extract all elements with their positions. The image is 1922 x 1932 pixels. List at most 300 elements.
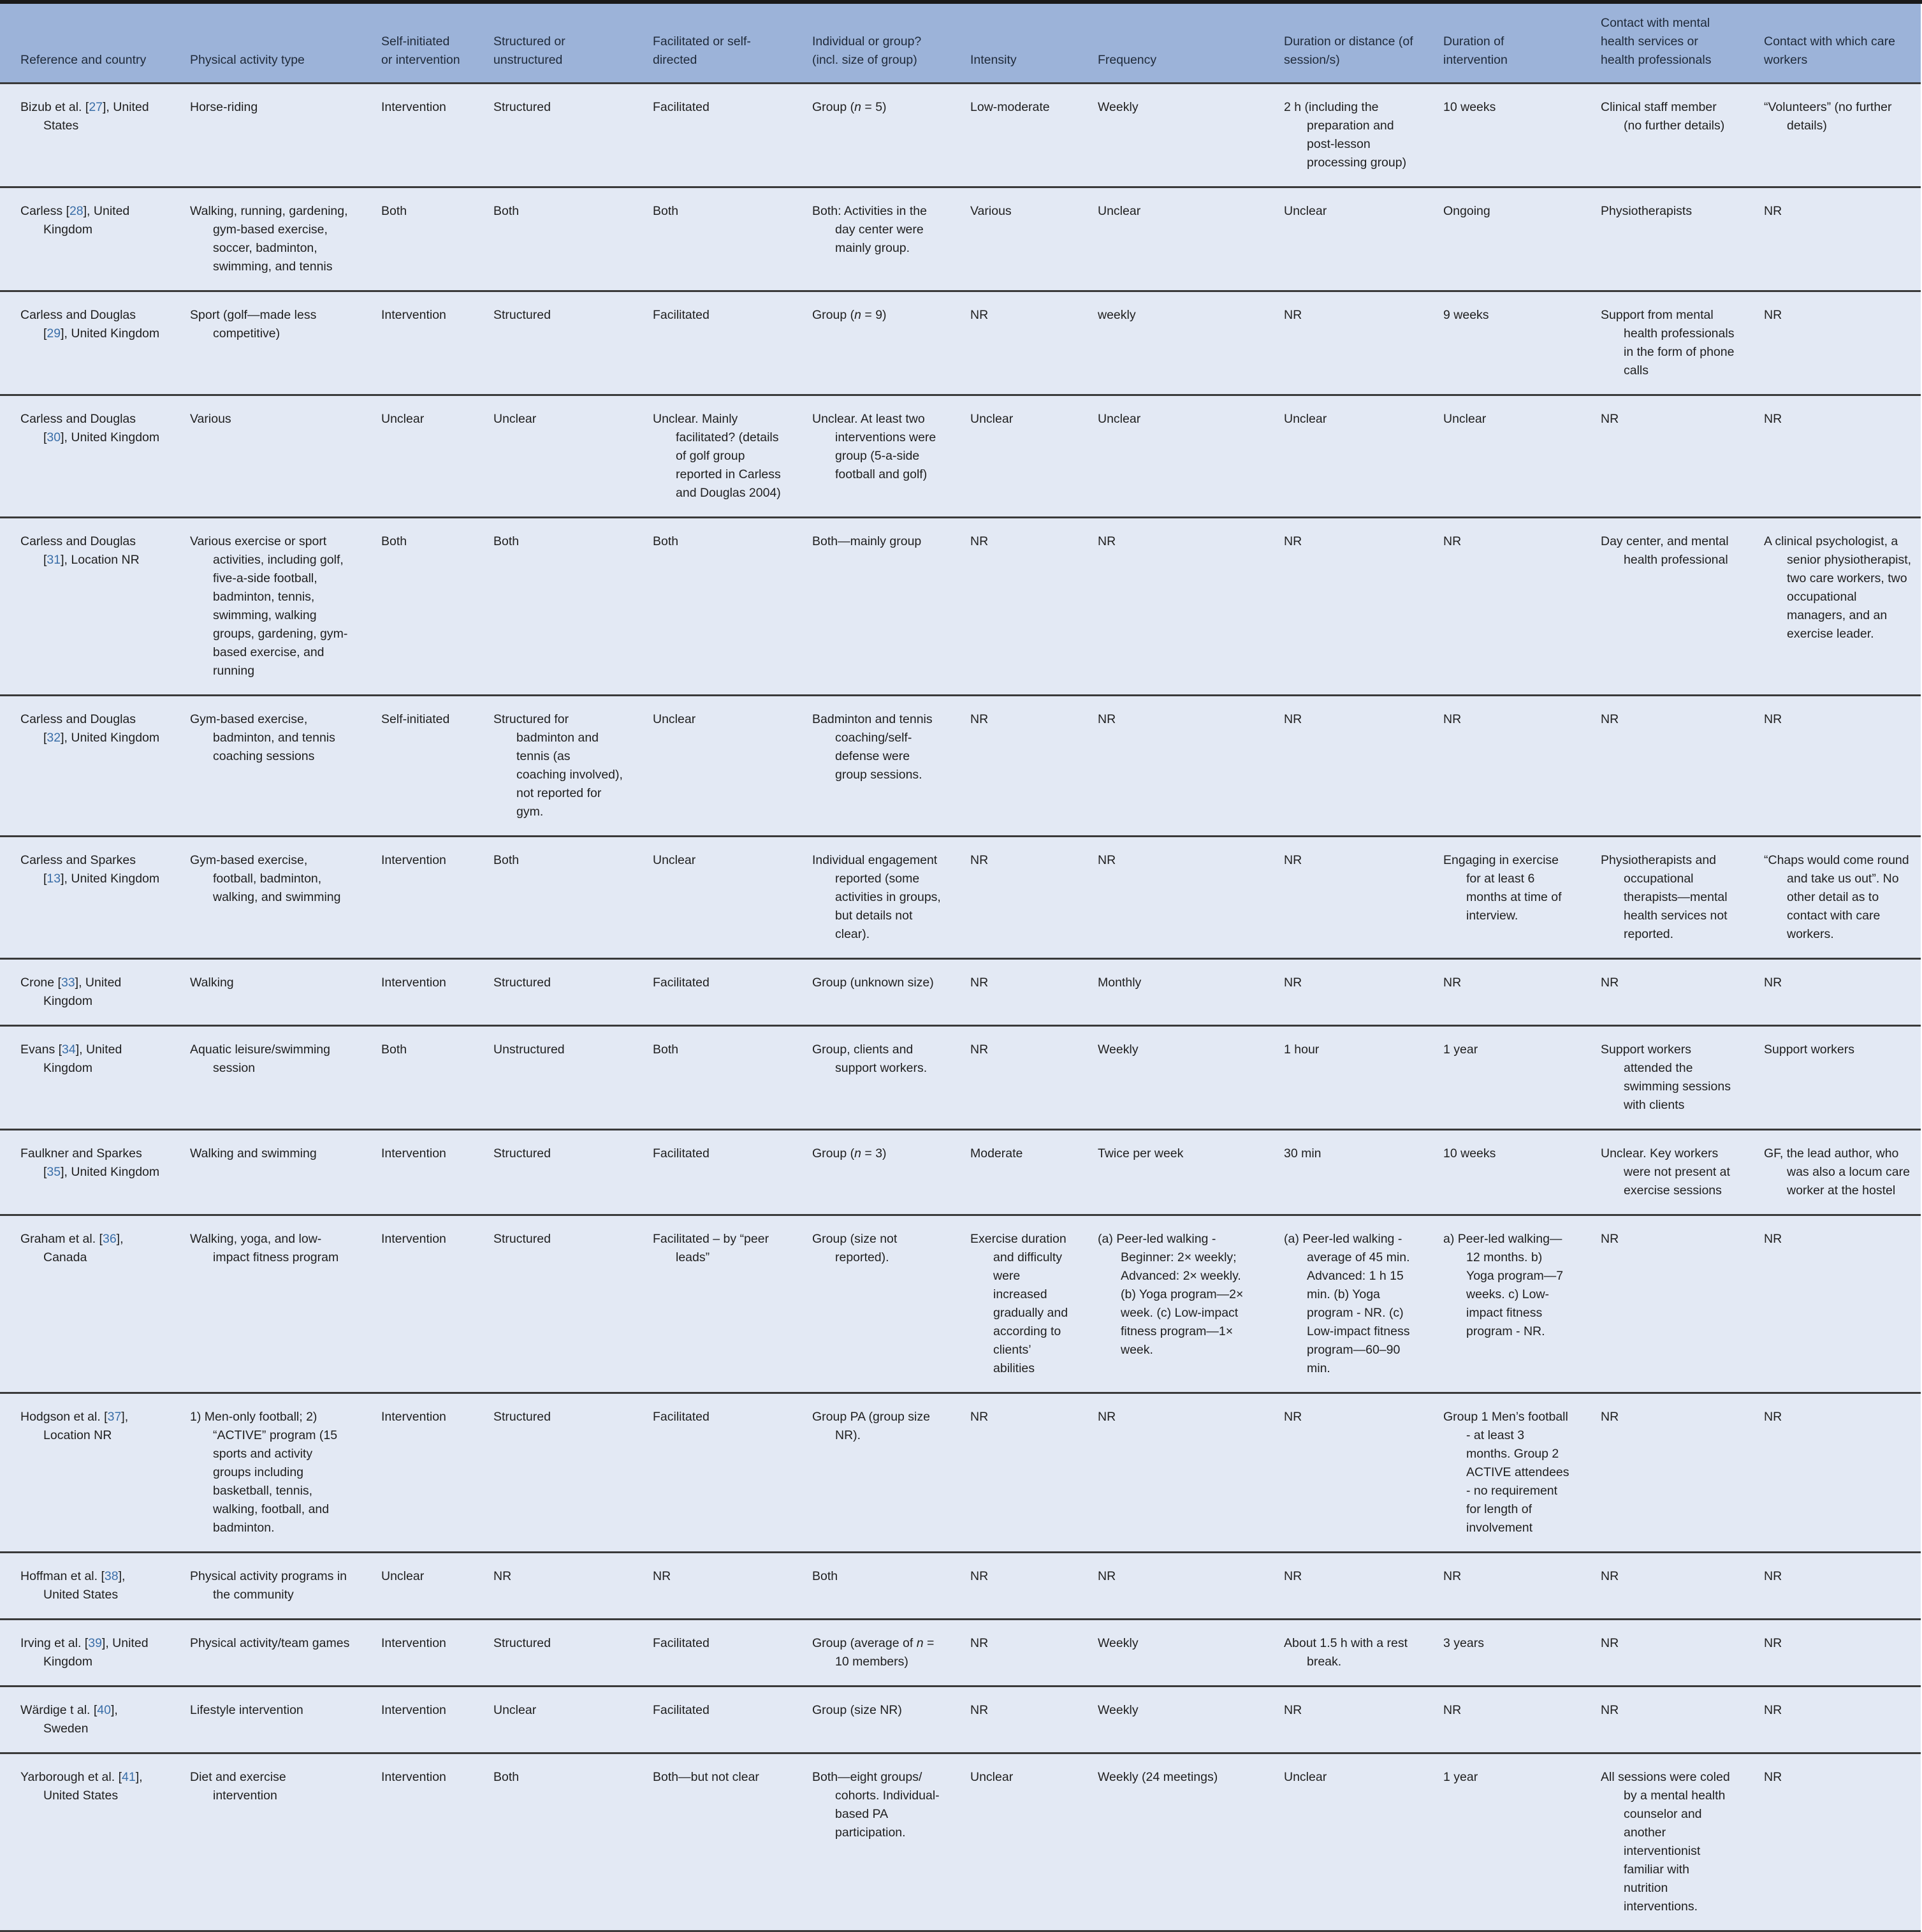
session-duration-text: Unclear [1284, 204, 1327, 218]
cell-activity-type [170, 1620, 361, 1687]
cell-intensity [950, 1687, 1077, 1753]
citation-link[interactable]: 29 [47, 326, 61, 340]
table-row [0, 1393, 1921, 1553]
self-initiated-text: Self-initiated [381, 712, 450, 726]
table-body [0, 84, 1921, 1931]
frequency-text: NR [1098, 712, 1116, 726]
citation-link[interactable]: 41 [122, 1770, 136, 1784]
self-initiated-text: Intervention [381, 1703, 446, 1717]
cell-structured [473, 1130, 632, 1215]
group-text-pre: Badminton and tennis coaching/self-defense were group sessions. [812, 712, 933, 782]
frequency-text: NR [1098, 1569, 1116, 1583]
group-text-pre: Both: Activities in the day center were mainly group. [812, 204, 927, 255]
cell-care-workers [1744, 395, 1921, 518]
intervention-duration-text: NR [1443, 1569, 1462, 1583]
cell-facilitated [632, 518, 792, 696]
cell-reference [0, 1553, 170, 1620]
facilitated-text: Facilitated [653, 100, 710, 114]
facilitated-text: Facilitated [653, 1146, 710, 1160]
intensity-text: Moderate [970, 1146, 1023, 1160]
contact-services-text: Support from mental health professionals in the form of phone calls [1601, 308, 1735, 377]
group-text [812, 1701, 941, 1720]
intervention-duration-text: NR [1443, 712, 1462, 726]
cell-intensity [950, 1026, 1077, 1130]
reference-text [20, 851, 161, 888]
cell-activity-type [170, 1393, 361, 1553]
table-header-row [0, 4, 1921, 84]
group-text [812, 98, 941, 117]
structured-text: Unclear [493, 412, 537, 426]
cell-reference [0, 1215, 170, 1393]
frequency-text: Unclear [1098, 412, 1141, 426]
cell-frequency [1077, 1393, 1263, 1553]
cell-session-duration [1263, 84, 1423, 187]
reference-author: Crone [ [20, 976, 61, 990]
group-text-pre: Group PA (group size NR). [812, 1410, 930, 1442]
cell-self-initiated [361, 1026, 473, 1130]
cell-intervention-duration [1423, 187, 1580, 291]
frequency-text: NR [1098, 853, 1116, 867]
contact-services-text: Support workers attended the swimming sessions with clients [1601, 1043, 1731, 1112]
cell-group [792, 696, 950, 837]
cell-intensity [950, 395, 1077, 518]
header-structured: Structured or unstructured [493, 34, 565, 67]
reference-country: ], United States [43, 100, 149, 133]
intervention-duration-text: Unclear [1443, 412, 1487, 426]
cell-intervention-duration [1423, 1687, 1580, 1753]
activity-type-text: Diet and exercise intervention [190, 1770, 286, 1803]
facilitated-text: Facilitated [653, 1636, 710, 1650]
cell-structured [473, 1620, 632, 1687]
cell-self-initiated [361, 84, 473, 187]
intensity-text: NR [970, 976, 989, 990]
frequency-text: Weekly [1098, 100, 1139, 114]
table-row [0, 187, 1921, 291]
header-intervention-duration: Duration of intervention [1443, 34, 1508, 67]
session-duration-text: Unclear [1284, 1770, 1327, 1784]
group-text [812, 1768, 941, 1842]
group-text [812, 532, 941, 551]
cell-group [792, 1215, 950, 1393]
intervention-duration-text: 3 years [1443, 1636, 1484, 1650]
group-text-pre: Group, clients and support workers. [812, 1043, 928, 1075]
reference-author: Hodgson et al. [ [20, 1410, 108, 1424]
cell-self-initiated [361, 1393, 473, 1553]
structured-text: Both [493, 534, 520, 548]
citation-link[interactable]: 33 [61, 976, 75, 990]
activity-type-text: Walking, yoga, and low-impact fitness program [190, 1232, 339, 1264]
cell-group [792, 959, 950, 1026]
structured-text: Both [493, 204, 520, 218]
cell-care-workers [1744, 1553, 1921, 1620]
cell-intensity [950, 1215, 1077, 1393]
cell-session-duration [1263, 187, 1423, 291]
cell-structured [473, 959, 632, 1026]
cell-intervention-duration [1423, 291, 1580, 395]
facilitated-text: Facilitated [653, 308, 710, 322]
structured-text: Structured [493, 1410, 551, 1424]
cell-frequency [1077, 395, 1263, 518]
cell-session-duration [1263, 1130, 1423, 1215]
citation-link[interactable]: 28 [69, 204, 84, 218]
session-duration-text: (a) Peer-led walking -average of 45 min. Advanced: 1 h 15 min. (b) Yoga program - NR. (c) Low-impact fitness program—60–90 min. [1284, 1232, 1410, 1375]
frequency-text: (a) Peer-led walking - Beginner: 2× weekly; Advanced: 2× weekly. (b) Yoga program—2× week. (c) Low-impact fitness program—1× week. [1098, 1232, 1244, 1357]
contact-services-text: Day center, and mental health professional [1601, 534, 1729, 567]
cell-session-duration [1263, 291, 1423, 395]
intensity-text: Low-moderate [970, 100, 1050, 114]
reference-author: Carless and Douglas [ [20, 412, 136, 444]
cell-intervention-duration [1423, 1393, 1580, 1553]
reference-country: ], United States [43, 1569, 126, 1602]
group-text-pre: Group (size not reported). [812, 1232, 898, 1264]
cell-session-duration [1263, 1553, 1423, 1620]
reference-country: ], Canada [43, 1232, 124, 1264]
cell-facilitated [632, 1620, 792, 1687]
citation-link[interactable]: 34 [62, 1043, 76, 1057]
reference-author: Irving et al. [ [20, 1636, 89, 1650]
cell-activity-type [170, 837, 361, 959]
intervention-duration-text: Ongoing [1443, 204, 1490, 218]
intervention-duration-text: Engaging in exercise for at least 6 months at time of interview. [1443, 853, 1562, 923]
cell-self-initiated [361, 1130, 473, 1215]
reference-author: Bizub et al. [ [20, 100, 89, 114]
cell-care-workers [1744, 696, 1921, 837]
cell-group [792, 395, 950, 518]
cell-self-initiated [361, 1687, 473, 1753]
cell-frequency [1077, 1620, 1263, 1687]
facilitated-text: Both [653, 204, 679, 218]
cell-session-duration [1263, 696, 1423, 837]
care-workers-text: Support workers [1764, 1043, 1854, 1057]
reference-text [20, 98, 161, 135]
cell-contact-services [1580, 837, 1744, 959]
cell-reference [0, 1393, 170, 1553]
header-session-duration: Duration or distance (of session/s) [1284, 34, 1413, 67]
table-row [0, 1215, 1921, 1393]
table-row [0, 1026, 1921, 1130]
cell-group [792, 1393, 950, 1553]
facilitated-text: Facilitated [653, 976, 710, 990]
reference-country: ], United Kingdom [43, 1043, 122, 1075]
cell-intensity [950, 1553, 1077, 1620]
activity-type-text: Gym-based exercise, badminton, and tennis coaching sessions [190, 712, 335, 763]
structured-text: Structured [493, 308, 551, 322]
reference-text [20, 410, 161, 447]
cell-activity-type [170, 1026, 361, 1130]
self-initiated-text: Intervention [381, 308, 446, 322]
cell-contact-services [1580, 959, 1744, 1026]
cell-intensity [950, 1753, 1077, 1931]
reference-text [20, 1768, 161, 1805]
reference-author: Evans [ [20, 1043, 62, 1057]
structured-text: Structured for badminton and tennis (as coaching involved), not reported for gym. [493, 712, 623, 819]
group-text [812, 1567, 941, 1586]
structured-text: Structured [493, 976, 551, 990]
self-initiated-text: Intervention [381, 1232, 446, 1246]
contact-services-text: NR [1601, 1569, 1619, 1583]
cell-reference [0, 1753, 170, 1931]
cell-structured [473, 187, 632, 291]
frequency-text: NR [1098, 1410, 1116, 1424]
cell-activity-type [170, 187, 361, 291]
cell-structured [473, 291, 632, 395]
facilitated-text: Facilitated [653, 1703, 710, 1717]
session-duration-text: NR [1284, 1569, 1302, 1583]
cell-reference [0, 1687, 170, 1753]
cell-care-workers [1744, 837, 1921, 959]
cell-reference [0, 1130, 170, 1215]
contact-services-text: Physiotherapists [1601, 204, 1693, 218]
reference-text [20, 1567, 161, 1604]
cell-self-initiated [361, 696, 473, 837]
citation-link[interactable]: 32 [47, 731, 61, 745]
self-initiated-text: Intervention [381, 1636, 446, 1650]
header-frequency: Frequency [1098, 53, 1157, 67]
facilitated-text: Unclear. Mainly facilitated? (details of golf group reported in Carless and Douglas 2004) [653, 412, 781, 500]
intervention-duration-text: NR [1443, 1703, 1462, 1717]
group-text [812, 1145, 941, 1163]
session-duration-text: NR [1284, 534, 1302, 548]
cell-contact-services [1580, 1687, 1744, 1753]
cell-activity-type [170, 291, 361, 395]
cell-self-initiated [361, 1620, 473, 1687]
cell-facilitated [632, 1026, 792, 1130]
care-workers-text: A clinical psychologist, a senior physiotherapist, two care workers, two occupational managers, and an exercise leader. [1764, 534, 1912, 641]
cell-intervention-duration [1423, 1026, 1580, 1130]
table-row [0, 395, 1921, 518]
contact-services-text: All sessions were coled by a mental health counselor and another interventionist familiar with nutrition interventions. [1601, 1770, 1730, 1914]
intensity-text: Various [970, 204, 1012, 218]
cell-contact-services [1580, 1753, 1744, 1931]
citation-link[interactable]: 13 [47, 872, 61, 886]
cell-contact-services [1580, 696, 1744, 837]
intensity-text: NR [970, 1569, 989, 1583]
intervention-duration-text: NR [1443, 976, 1462, 990]
cell-care-workers [1744, 1393, 1921, 1553]
cell-self-initiated [361, 1553, 473, 1620]
cell-group [792, 518, 950, 696]
cell-facilitated [632, 1753, 792, 1931]
cell-intervention-duration [1423, 837, 1580, 959]
cell-reference [0, 84, 170, 187]
reference-country: ], United Kingdom [61, 326, 160, 340]
cell-intervention-duration [1423, 1553, 1580, 1620]
activity-type-text: Gym-based exercise, football, badminton, walking, and swimming [190, 853, 341, 904]
structured-text: Both [493, 1770, 520, 1784]
care-workers-text: GF, the lead author, who was also a locum care worker at the hostel [1764, 1146, 1910, 1197]
citation-link[interactable]: 35 [47, 1165, 61, 1179]
citation-link[interactable]: 40 [97, 1703, 111, 1717]
care-workers-text: NR [1764, 1770, 1782, 1784]
contact-services-text: Clinical staff member (no further details) [1601, 100, 1725, 133]
cell-structured [473, 1215, 632, 1393]
cell-structured [473, 837, 632, 959]
group-text-pre: Unclear. At least two interventions were group (5-a-side football and golf) [812, 412, 936, 481]
group-text [812, 1230, 941, 1267]
table-row [0, 84, 1921, 187]
self-initiated-text: Intervention [381, 976, 446, 990]
cell-self-initiated [361, 187, 473, 291]
reference-author: Carless and Douglas [ [20, 712, 136, 745]
reference-author: Faulkner and Sparkes [ [20, 1146, 142, 1179]
cell-facilitated [632, 1687, 792, 1753]
citation-link[interactable]: 37 [107, 1410, 122, 1424]
cell-group [792, 1553, 950, 1620]
group-text-pre: Individual engagement reported (some activities in groups, but details not clear). [812, 853, 941, 941]
cell-frequency [1077, 696, 1263, 837]
cell-activity-type [170, 1753, 361, 1931]
reference-country: ], United Kingdom [43, 204, 130, 237]
group-text [812, 202, 941, 258]
session-duration-text: NR [1284, 976, 1302, 990]
cell-self-initiated [361, 837, 473, 959]
citation-link[interactable]: 30 [47, 430, 61, 444]
care-workers-text: NR [1764, 204, 1782, 218]
header-intensity: Intensity [970, 53, 1017, 67]
cell-reference [0, 1026, 170, 1130]
group-n-symbol: n [854, 100, 861, 114]
citation-link[interactable]: 36 [102, 1232, 117, 1246]
cell-intensity [950, 1393, 1077, 1553]
table-row [0, 959, 1921, 1026]
intensity-text: NR [970, 308, 989, 322]
reference-text [20, 1634, 161, 1671]
reference-author: Hoffman et al. [ [20, 1569, 105, 1583]
group-text [812, 410, 941, 484]
cell-structured [473, 84, 632, 187]
group-text-pre: Group (average of [812, 1636, 917, 1650]
reference-country: ], United Kingdom [61, 1165, 160, 1179]
reference-author: Graham et al. [ [20, 1232, 103, 1246]
cell-frequency [1077, 1553, 1263, 1620]
reference-country: ], United States [43, 1770, 143, 1803]
group-text [812, 1408, 941, 1445]
frequency-text: weekly [1098, 308, 1136, 322]
activity-type-text: Walking [190, 976, 234, 990]
cell-frequency [1077, 1215, 1263, 1393]
cell-reference [0, 518, 170, 696]
intervention-duration-text: Group 1 Men’s football - at least 3 months. Group 2 ACTIVE attendees - no requirement for length of involvement [1443, 1410, 1569, 1535]
citation-link[interactable]: 27 [89, 100, 103, 114]
intensity-text: NR [970, 1410, 989, 1424]
group-text-pre: Both [812, 1569, 838, 1583]
cell-facilitated [632, 696, 792, 837]
structured-text: Structured [493, 100, 551, 114]
cell-care-workers [1744, 187, 1921, 291]
self-initiated-text: Intervention [381, 1770, 446, 1784]
table-row [0, 518, 1921, 696]
cell-structured [473, 1393, 632, 1553]
cell-contact-services [1580, 84, 1744, 187]
intensity-text: NR [970, 853, 989, 867]
cell-intensity [950, 187, 1077, 291]
session-duration-text: NR [1284, 853, 1302, 867]
group-text [812, 306, 941, 325]
activity-type-text: Lifestyle intervention [190, 1703, 303, 1717]
care-workers-text: NR [1764, 1569, 1782, 1583]
care-workers-text: NR [1764, 976, 1782, 990]
group-text-post: = 5) [861, 100, 887, 114]
contact-services-text: NR [1601, 1232, 1619, 1246]
citation-link[interactable]: 38 [104, 1569, 119, 1583]
cell-frequency [1077, 518, 1263, 696]
cell-contact-services [1580, 1553, 1744, 1620]
reference-text [20, 974, 161, 1011]
cell-facilitated [632, 395, 792, 518]
activity-type-text: 1) Men-only football; 2) “ACTIVE” program (15 sports and activity groups including basketball, tennis, walking, football, and badminton. [190, 1410, 338, 1535]
cell-intervention-duration [1423, 959, 1580, 1026]
cell-intensity [950, 518, 1077, 696]
citation-link[interactable]: 39 [88, 1636, 102, 1650]
cell-care-workers [1744, 84, 1921, 187]
self-initiated-text: Both [381, 1043, 407, 1057]
cell-activity-type [170, 84, 361, 187]
cell-care-workers [1744, 1130, 1921, 1215]
session-duration-text: NR [1284, 308, 1302, 322]
cell-self-initiated [361, 395, 473, 518]
cell-session-duration [1263, 837, 1423, 959]
group-n-symbol: n [916, 1636, 924, 1650]
table-row [0, 1753, 1921, 1931]
reference-author: Wärdige t al. [ [20, 1703, 98, 1717]
cell-activity-type [170, 1687, 361, 1753]
reference-text [20, 1230, 161, 1267]
cell-care-workers [1744, 1215, 1921, 1393]
cell-intensity [950, 696, 1077, 837]
contact-services-text: NR [1601, 1703, 1619, 1717]
cell-intensity [950, 1130, 1077, 1215]
cell-contact-services [1580, 291, 1744, 395]
intensity-text: NR [970, 1703, 989, 1717]
care-workers-text: “Chaps would come round and take us out”. No other detail as to contact with care workers. [1764, 853, 1909, 941]
reference-country: ], Sweden [43, 1703, 118, 1736]
self-initiated-text: Intervention [381, 853, 446, 867]
contact-services-text: NR [1601, 712, 1619, 726]
session-duration-text: 2 h (including the preparation and post-lesson processing group) [1284, 100, 1407, 170]
cell-structured [473, 1687, 632, 1753]
cell-session-duration [1263, 518, 1423, 696]
header-activity-type: Physical activity type [190, 53, 305, 67]
cell-structured [473, 1753, 632, 1931]
cell-group [792, 84, 950, 187]
care-workers-text: “Volunteers” (no further details) [1764, 100, 1892, 133]
reference-text [20, 1041, 161, 1078]
reference-text [20, 1408, 161, 1445]
cell-structured [473, 696, 632, 837]
reference-text [20, 202, 161, 239]
session-duration-text: 30 min [1284, 1146, 1321, 1160]
activity-type-text: Physical activity/team games [190, 1636, 350, 1650]
cell-facilitated [632, 187, 792, 291]
cell-activity-type [170, 959, 361, 1026]
reference-text [20, 1145, 161, 1182]
cell-activity-type [170, 395, 361, 518]
cell-frequency [1077, 959, 1263, 1026]
cell-intervention-duration [1423, 1215, 1580, 1393]
session-duration-text: NR [1284, 712, 1302, 726]
cell-activity-type [170, 696, 361, 837]
frequency-text: Weekly (24 meetings) [1098, 1770, 1218, 1784]
structured-text: Structured [493, 1232, 551, 1246]
activity-type-text: Walking and swimming [190, 1146, 317, 1160]
reference-country: ], United Kingdom [61, 430, 160, 444]
care-workers-text: NR [1764, 1410, 1782, 1424]
cell-session-duration [1263, 1393, 1423, 1553]
cell-facilitated [632, 1553, 792, 1620]
cell-reference [0, 395, 170, 518]
cell-contact-services [1580, 1130, 1744, 1215]
citation-link[interactable]: 31 [47, 553, 61, 567]
